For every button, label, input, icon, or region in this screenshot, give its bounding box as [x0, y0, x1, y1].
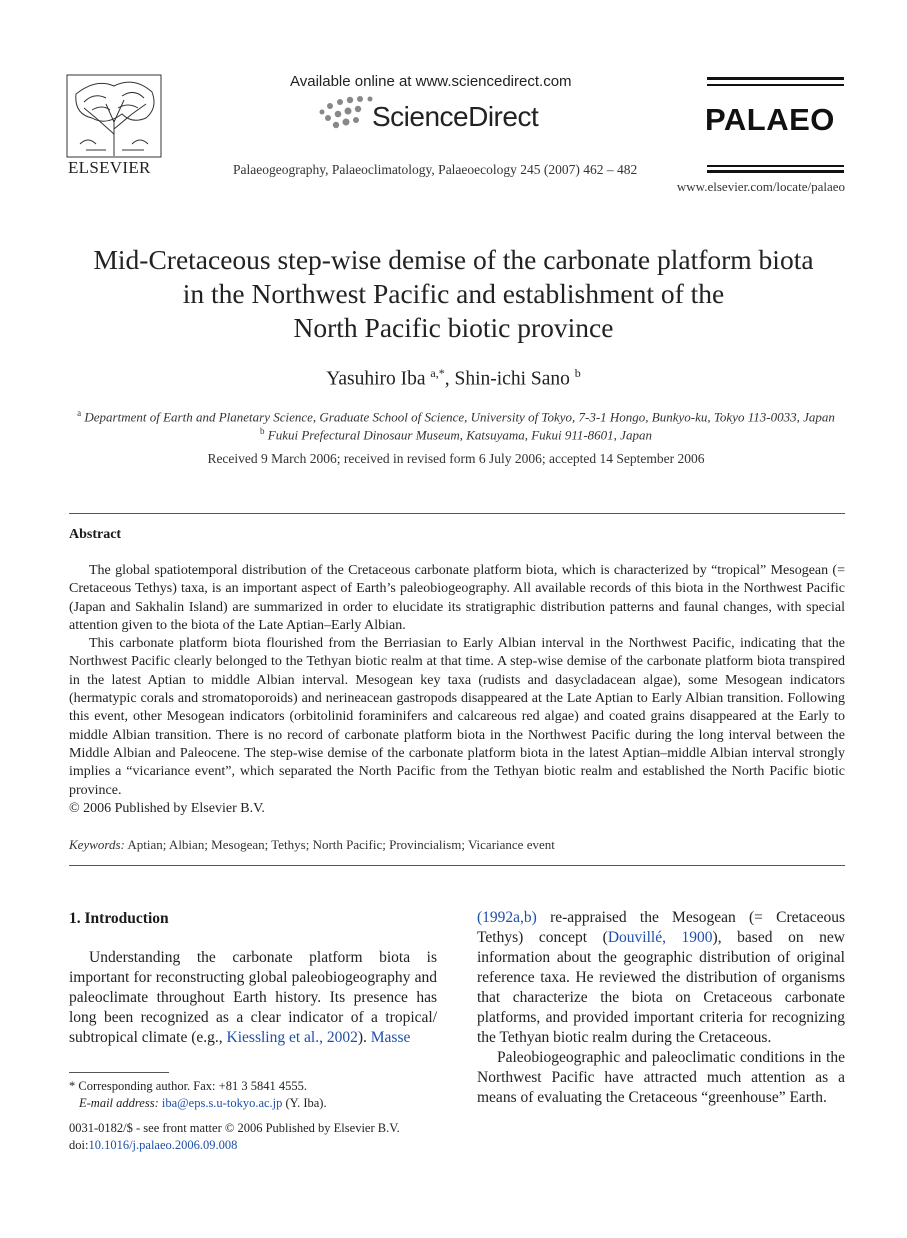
- author-list: [40, 366, 867, 391]
- elsevier-tree-logo: [66, 74, 162, 158]
- affiliation-text: Department of Earth and Planetary Science, Graduate School of Science, University of Tokyo, 7-3-1 Hongo, Bunkyo-ku, Tokyo 113-0033, Japan: [84, 409, 835, 425]
- text-column-right: [477, 908, 845, 1108]
- doi-line: [69, 1137, 437, 1154]
- body-text: Understanding the carbonate platform biota is important for reconstructing global paleobiogeography and paleoclimate throughout Earth history. Its presence has long been recognized as a clear indicator of a tropical/ subtropical climate (e.g.,: [69, 949, 437, 1046]
- body-text: ), based on new information about the geographic distribution of original reference taxa. He reviewed the distribution of organisms that characterize the biota on Cretaceous carbonate platforms, and provided important criteria for recognizing the Tethyan biotic realm during the Cretaceous.: [477, 929, 845, 1046]
- sciencedirect-wordmark: ScienceDirect: [372, 101, 539, 132]
- affiliation-marker: b: [260, 426, 265, 436]
- abstract-paragraph: The global spatiotemporal distribution of the Cretaceous carbonate platform biota, which is characterized by “tropical” Mesogean (= Cretaceous Tethys) taxa, is an important aspect of Earth’s paleobiogeography. All available records of this biota in the Northwest Pacific (Japan and Sakhalin Island) are summarized in order to elucidate its stratigraphic distribution patterns and faunal changes, with special attention given to the biota of the Late Aptian–Early Albian.: [69, 563, 845, 633]
- journal-logo-rule-bottom: [707, 170, 844, 173]
- journal-logo-rule-top-thin: [707, 84, 844, 86]
- citation-link[interactable]: Kiessling et al., 2002: [226, 1029, 358, 1046]
- body-paragraph: [69, 948, 437, 1048]
- email-link[interactable]: iba@eps.s.u-tokyo.ac.jp: [161, 1096, 283, 1110]
- abstract-rule-bottom: [69, 865, 845, 866]
- corresponding-author-note: * Corresponding author. Fax: +81 3 5841 4555.: [69, 1079, 307, 1093]
- author-separator: ,: [444, 368, 455, 390]
- author-name: Shin-ichi Sano: [454, 368, 570, 390]
- keywords-label: Keywords:: [69, 837, 125, 852]
- author-affiliation-marker[interactable]: a,*: [430, 366, 445, 380]
- affiliation-marker: a: [77, 408, 82, 418]
- email-label: E-mail address:: [79, 1096, 159, 1110]
- doi-label: doi:: [69, 1138, 89, 1152]
- journal-logo: PALAEO: [705, 102, 835, 137]
- title-line: North Pacific biotic province: [293, 312, 614, 343]
- body-paragraph: Paleobiogeographic and paleoclimatic conditions in the Northwest Pacific have attracted much attention as a means of evaluating the Cretaceous “greenhouse” Earth.: [477, 1049, 845, 1106]
- email-suffix: (Y. Iba).: [282, 1096, 327, 1110]
- abstract-copyright: © 2006 Published by Elsevier B.V.: [69, 800, 265, 816]
- body-text: re-appraised the Mesogean (= Cretaceous Tethys) concept (: [477, 909, 845, 946]
- doi-link[interactable]: 10.1016/j.palaeo.2006.09.008: [88, 1138, 238, 1152]
- email-note: [69, 1095, 437, 1112]
- citation-link[interactable]: Douvillé, 1900: [607, 929, 713, 946]
- abstract-body: [69, 562, 845, 818]
- received-dates: Received 9 March 2006; received in revised form 6 July 2006; accepted 14 September 2006: [207, 451, 705, 466]
- publisher-name: ELSEVIER: [68, 158, 151, 177]
- abstract-rule-top: [69, 513, 845, 514]
- abstract-paragraph: This carbonate platform biota flourished from the Berriasian to Early Albian interval in the Northwest Pacific, indicating that the Northwest Pacific clearly belonged to the Tethyan biotic realm at that time. A step-wise demise of the carbonate platform biota transpired in the latest Aptian to middle Albian interval. Mesogean key taxa (rudists and dasycladacean algae), some Mesogean indicators (hermatypic corals and stromatoporoids) and nerineacean gastropods disappeared at the Late Aptian to Early Albian transition. Following this event, other Mesogean indicators (orbitolinid foraminifers and calcareous red algae) and coated grains disappeared at the Early to middle Albian transition. There is no record of carbonate platform biota in the Northwest Pacific during the long interval between the Middle Albian and Paleocene. The step-wise demise of the carbonate platform biota in the latest Aptian–middle Albian interval strongly implies a “vicariance event”, which separated the North Pacific from the Tethyan biotic realm and established the North Pacific biotic province.: [69, 636, 845, 798]
- journal-logo-rule-bottom-thin: [707, 165, 844, 167]
- keywords: [69, 837, 845, 853]
- affiliation-text: Fukui Prefectural Dinosaur Museum, Katsuyama, Fukui 911-8601, Japan: [267, 427, 652, 443]
- author-name: Yasuhiro Iba: [326, 368, 426, 390]
- journal-url[interactable]: www.elsevier.com/locate/palaeo: [676, 179, 845, 194]
- body-paragraph: [477, 908, 845, 1048]
- sciencedirect-dots-icon: [316, 94, 376, 134]
- title-line: Mid-Cretaceous step-wise demise of the carbonate platform biota: [93, 244, 814, 275]
- text-column-left: [69, 948, 437, 1048]
- abstract-heading: Abstract: [69, 527, 122, 542]
- affiliation: [66, 426, 846, 443]
- author-affiliation-marker[interactable]: b: [574, 366, 581, 380]
- citation-link[interactable]: (1992a,b): [477, 909, 537, 926]
- issn-line: 0031-0182/$ - see front matter © 2006 Published by Elsevier B.V.: [69, 1121, 400, 1135]
- available-online-text[interactable]: Available online at www.sciencedirect.com: [290, 73, 572, 90]
- title-line: in the Northwest Pacific and establishment of the: [182, 278, 725, 309]
- affiliation: [66, 408, 846, 425]
- citation-link[interactable]: Masse: [370, 1029, 411, 1046]
- footnote-rule: [69, 1072, 169, 1073]
- body-text: ).: [357, 1029, 371, 1046]
- journal-logo-rule-top: [707, 77, 844, 80]
- keywords-list: Aptian; Albian; Mesogean; Tethys; North Pacific; Provincialism; Vicariance event: [127, 837, 555, 852]
- section-heading: 1. Introduction: [69, 910, 169, 927]
- article-title: [40, 243, 867, 345]
- journal-reference: Palaeogeography, Palaeoclimatology, Palaeoecology 245 (2007) 462 – 482: [233, 162, 638, 177]
